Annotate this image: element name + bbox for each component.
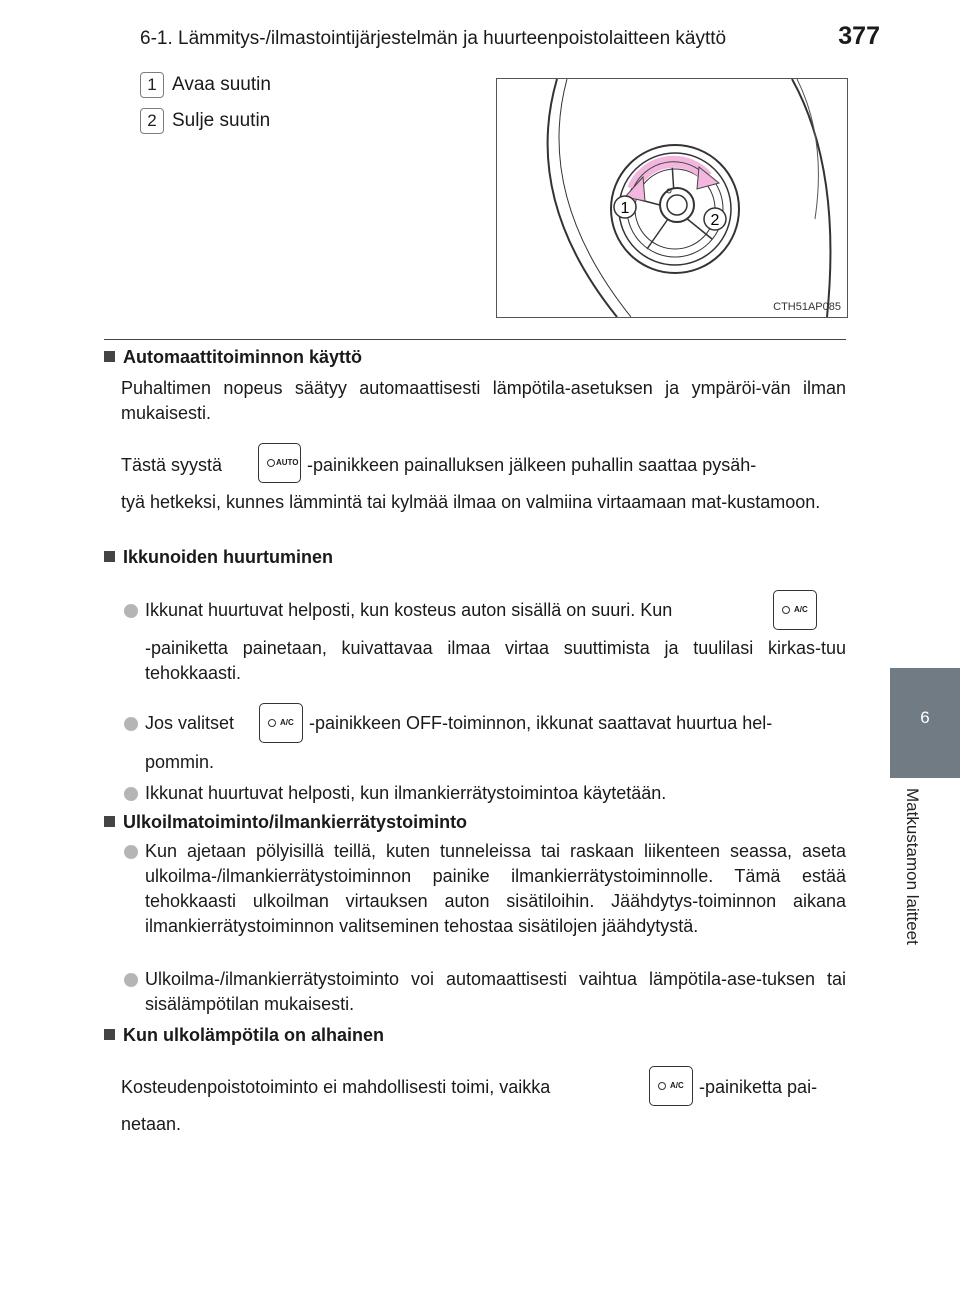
heading-square-icon [104, 351, 115, 362]
heading-text: Automaattitoiminnon käyttö [123, 347, 362, 367]
bullet-icon [124, 845, 138, 859]
step-1 [140, 72, 271, 98]
bullet-icon [124, 973, 138, 987]
figure-code: CTH51AP085 [773, 301, 841, 313]
chapter-label-text: Matkustamon laitteet [903, 788, 922, 945]
step-label: Sulje suutin [172, 110, 271, 131]
fog-bullet-2-cont: pommin. [145, 752, 215, 772]
bullet-icon [124, 717, 138, 731]
ac-button-label: A/C [670, 1081, 684, 1090]
vent-drawing [497, 79, 847, 317]
header-title: 6-1. Lämmitys-/ilmastointijärjestelmän ja huurteenpoistolaitteen käyttö [140, 28, 727, 49]
recirc-bullet-2: Ulkoilma-/ilmankierrätystoiminto voi automaattisesti vaihtua lämpötila-ase-tuksen tai sisälämpötilan mukaisesti. [145, 969, 846, 1014]
cold-text-before: Kosteudenpoistotoiminto ei mahdollisesti toimi, vaikka [121, 1077, 551, 1097]
ac-button-label: A/C [794, 605, 808, 614]
heading-square-icon [104, 816, 115, 827]
fog-bullet-1-cont: -painiketta painetaan, kuivattavaa ilmaa virtaa suuttimista ja tuulilasi kirkas-tuu tehokkaasti. [145, 638, 846, 683]
chapter-label [896, 788, 936, 988]
callout-2-label: 2 [710, 212, 720, 229]
auto-paragraph-2-cont: tyä hetkeksi, kunnes lämmintä tai kylmää ilmaa on valmiina virtaamaan mat-kustamoon. [121, 492, 821, 512]
auto-text-after: -painikkeen painalluksen jälkeen puhallin saattaa pysäh- [307, 455, 757, 475]
step-number: 2 [140, 108, 164, 134]
auto-paragraph-2-line [121, 443, 846, 483]
vent-illustration [496, 78, 848, 318]
fog-b2-after: -painikkeen OFF-toiminnon, ikkunat saattavat huurtua hel- [309, 713, 773, 733]
fog-b1-before: Ikkunat huurtuvat helposti, kun kosteus auton sisällä on suuri. Kun [145, 600, 673, 620]
step-2 [140, 108, 270, 134]
fog-bullet-1-line [145, 590, 846, 630]
heading-text: Ikkunoiden huurtuminen [123, 547, 333, 567]
chapter-tab [890, 668, 960, 778]
step-number: 1 [140, 72, 164, 98]
auto-text-before: Tästä syystä [121, 455, 223, 475]
step-label: Avaa suutin [172, 74, 271, 95]
callout-1-label: 1 [620, 200, 630, 217]
fog-bullet-3: Ikkunat huurtuvat helposti, kun ilmankierrätystoimintoa käytetään. [145, 783, 667, 803]
auto-button-icon [258, 443, 301, 483]
fog-bullet-2-line [145, 703, 846, 743]
auto-button-label: AUTO [276, 458, 299, 467]
ac-button-icon [259, 703, 303, 743]
heading-auto [104, 347, 362, 368]
cold-paragraph-line [121, 1066, 846, 1106]
heading-text: Ulkoilmatoiminto/ilmankierrätystoiminto [123, 812, 468, 832]
ac-button-label: A/C [280, 718, 294, 727]
bullet-icon [124, 787, 138, 801]
heading-text: Kun ulkolämpötila on alhainen [123, 1025, 385, 1045]
heading-recirc [104, 812, 467, 833]
chapter-number: 6 [920, 708, 930, 727]
page-header [140, 18, 880, 58]
auto-paragraph-1: Puhaltimen nopeus säätyy automaattisesti lämpötila-asetuksen ja ympäröi-vän ilman mukaisesti. [121, 378, 846, 423]
section-divider [104, 339, 846, 340]
ac-button-icon [773, 590, 817, 630]
heading-fog [104, 547, 333, 568]
heading-cold [104, 1025, 384, 1046]
cold-paragraph-cont: netaan. [121, 1114, 182, 1134]
bullet-icon [124, 604, 138, 618]
heading-square-icon [104, 551, 115, 562]
cold-text-after: -painiketta pai- [699, 1077, 818, 1097]
recirc-bullet-1: Kun ajetaan pölyisillä teillä, kuten tunneleissa tai raskaan liikenteen seassa, aseta ulkoilma-/ilmankierrätystoiminnon painike ilmankierrätystoiminnolle. Tämä estää tehokkaasti ulkoilman virtauksen auton sisätiloihin. Jäähdytys-toiminnon aikana ilmankierrätystoiminnon valitseminen tehostaa sisätilojen jäähdytystä. [145, 841, 846, 936]
fog-b2-before: Jos valitset [145, 713, 235, 733]
page-number: 377 [838, 22, 880, 50]
ac-button-icon [649, 1066, 693, 1106]
heading-square-icon [104, 1029, 115, 1040]
